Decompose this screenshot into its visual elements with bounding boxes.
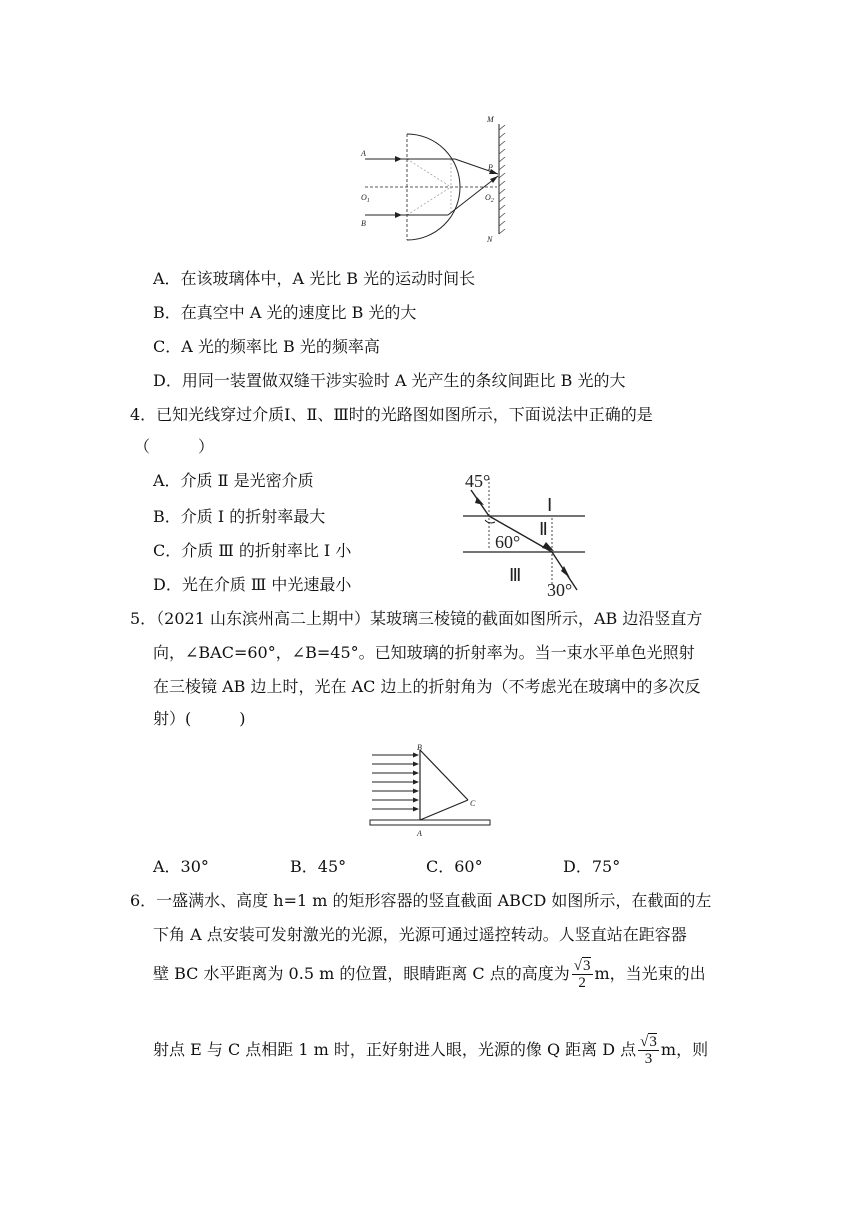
q3-label-m: M [487, 115, 494, 124]
q4-option-a: A．介质 Ⅱ 是光密介质 [153, 471, 314, 490]
q3-label-b: B [361, 219, 366, 228]
q3-label-a: A [361, 149, 366, 158]
q5-option-c: C．60° [426, 857, 483, 876]
q3-option-b: B．在真空中 A 光的速度比 B 光的大 [153, 303, 417, 322]
q5-option-d: D．75° [563, 857, 621, 876]
q5-line-4: 射）( ) [153, 709, 246, 728]
q4-angle-60: 60° [495, 532, 521, 552]
q4-blank: （ ） [134, 437, 215, 456]
q3-label-p: P [488, 163, 493, 172]
q5-label-a: A [417, 829, 422, 838]
q5-line-3: 在三棱镜 AB 边上时，光在 AC 边上的折射角为（不考虑光在玻璃中的多次反 [153, 677, 701, 696]
q3-option-c: C．A 光的频率比 B 光的频率高 [153, 337, 380, 356]
q3-label-o1: $O_1$ [361, 193, 370, 204]
q6-line-1: 6．一盛满水、高度 h=1 m 的矩形容器的竖直截面 ABCD 如图所示，在截面的左 [130, 891, 712, 910]
q3-option-d: D．用同一装置做双缝干涉实验时 A 光产生的条纹间距比 B 光的大 [153, 371, 626, 390]
q4-stem: 4．已知光线穿过介质Ⅰ、Ⅱ、Ⅲ时的光路图如图所示，下面说法中正确的是 [130, 405, 653, 424]
q5-label-c: C [470, 799, 476, 808]
q6-line-2: 下角 A 点安装可发射激光的光源，光源可通过遥控转动。人竖直站在距容器 [153, 925, 687, 944]
q4-medium-3: Ⅲ [509, 565, 522, 585]
q6-line-3: 壁 BC 水平距离为 0.5 m 的位置，眼睛距离 C 点的高度为 $\frac{√3}{2}$ m，当光束的出 [153, 958, 706, 991]
q4-option-b: B．介质 Ⅰ 的折射率最大 [153, 507, 326, 526]
q4-option-d: D．光在介质 Ⅲ 中光速最小 [153, 575, 352, 594]
q6-fraction-sqrt3-over-3: $\frac{√3}{3}$ [640, 1034, 657, 1067]
q5-option-a: A．30° [153, 857, 209, 876]
q3-figure [355, 112, 515, 252]
q3-option-a: A．在该玻璃体中，A 光比 B 光的运动时间长 [153, 269, 476, 288]
q5-figure [368, 740, 492, 840]
q6-line-4: 射点 E 与 C 点相距 1 m 时，正好射进人眼，光源的像 Q 距离 D 点 $\frac{√3}{3}$ m，则 [153, 1034, 709, 1067]
q3-label-n: N [487, 235, 493, 244]
q4-angle-30: 30° [547, 580, 573, 600]
q4-option-c: C．介质 Ⅲ 的折射率比 Ⅰ 小 [153, 541, 352, 560]
q4-medium-1: Ⅰ [547, 495, 553, 515]
q3-label-o2: $O_2$ [485, 193, 494, 204]
q5-line-1: 5．（2021 山东滨州高二上期中）某玻璃三棱镜的截面如图所示，AB 边沿竖直方 [130, 609, 703, 628]
q5-option-b: B．45° [290, 857, 347, 876]
q4-figure [455, 470, 595, 600]
q6-fraction-sqrt3-over-2: $\frac{√3}{2}$ [573, 958, 591, 991]
q4-angle-45: 45° [465, 471, 491, 491]
q5-label-b: B [417, 743, 422, 752]
q5-line-2: 向，∠BAC=60°，∠B=45°。已知玻璃的折射率为。当一束水平单色光照射 [153, 643, 695, 662]
q4-medium-2: Ⅱ [539, 519, 548, 539]
